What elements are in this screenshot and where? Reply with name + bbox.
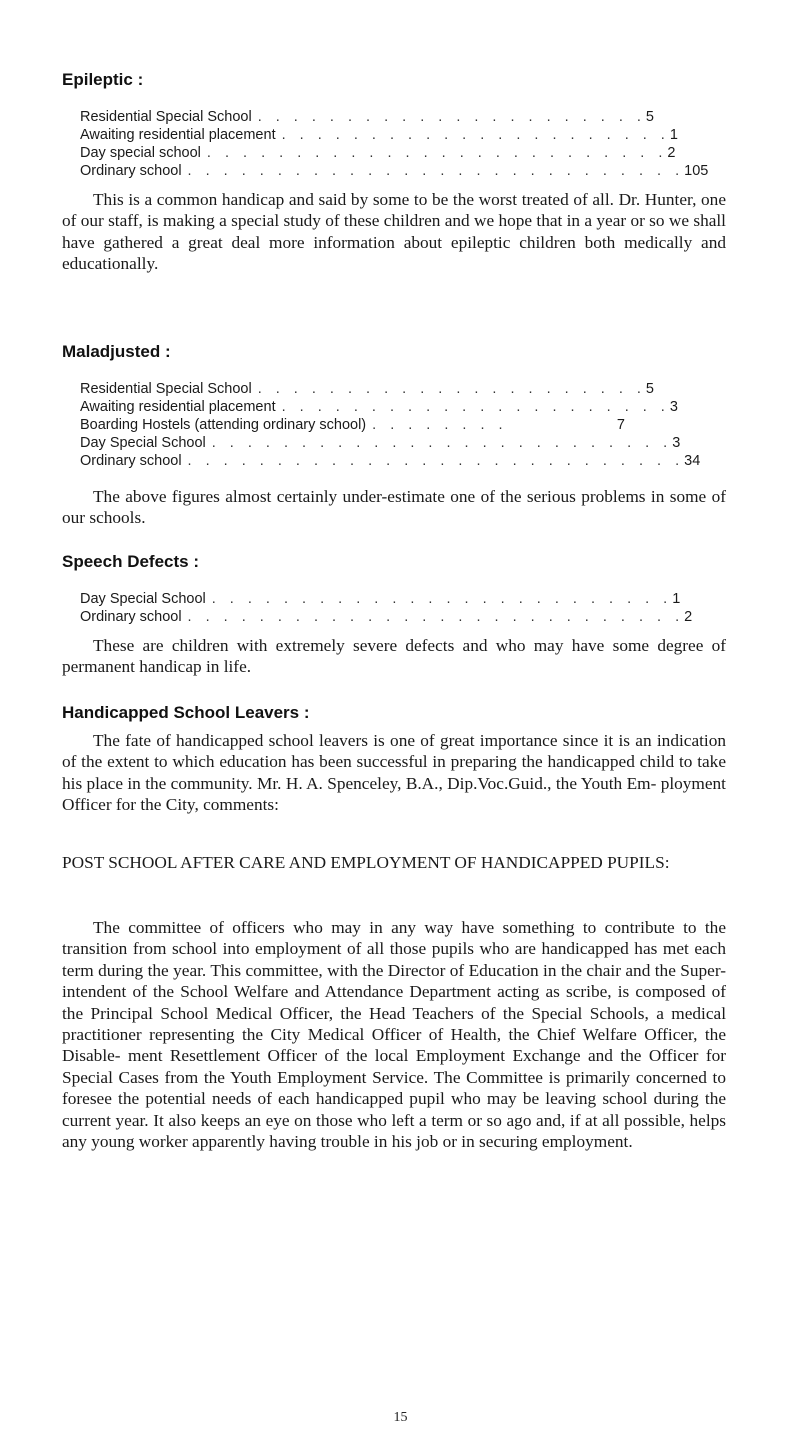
- school-leavers-heading: Handicapped School Leavers :: [62, 703, 310, 722]
- row-label: Boarding Hostels (attending ordinary school): [80, 417, 367, 433]
- table-row: [80, 452, 701, 470]
- leader-dots: . . . . . . . .: [372, 417, 508, 433]
- leader-dots: . . . . . . . . . . . . . . . . . . . . . . . . . .: [211, 591, 673, 607]
- epileptic-table: [80, 108, 709, 180]
- table-row: [80, 380, 654, 398]
- row-value: 3: [672, 435, 681, 451]
- table-row: [80, 126, 678, 144]
- table-row: [80, 434, 681, 452]
- row-label: Residential Special School: [80, 381, 252, 397]
- row-value: 5: [645, 109, 654, 125]
- row-value: 2: [667, 145, 676, 161]
- row-label: Day Special School: [80, 591, 206, 607]
- row-value: 105: [684, 163, 709, 179]
- row-label: Awaiting residential placement: [80, 399, 276, 415]
- post-school-paragraph: The committee of officers who may in any way have something to contribute to the transition from school into employment of all those pupils who are handicapped has met each term during the year. This committee, with the Director of Education in the chair and the Super- intendent of the School Welfare and Attendance Department acting as scribe, is composed of the Principal School Medical Officer, the Head Teachers of the Special Schools, a medical practitioner representing the City Medical Officer of Health, the Chief Welfare Officer, the Disable- ment Resettlement Officer of the local Employment Exchange and the Officer for Special Cases from the Youth Employment Service. The Committee is primarily concerned to foresee the potential needs of each handicapped pupil who may be leaving school during the current year. It also keeps an eye on those who left a term or so ago and, if at all possible, helps any young worker apparently having trouble in his job or in securing employment.: [62, 918, 726, 1152]
- leader-dots: . . . . . . . . . . . . . . . . . . . . . . . . . .: [211, 435, 673, 451]
- table-row: [80, 144, 676, 162]
- table-row: [80, 590, 681, 608]
- school-leavers-paragraph: The fate of handicapped school leavers is one of great importance since it is an indication of the extent to which education has been successful in preparing the handicapped child to take his place in the community. Mr. H. A. Spenceley, B.A., Dip.Voc.Guid., the Youth Em- ployment Officer for the City, comments:: [62, 731, 726, 815]
- speech-defects-heading: Speech Defects :: [62, 552, 199, 571]
- table-row: [80, 398, 678, 416]
- row-value: 34: [684, 453, 701, 469]
- table-row: [80, 162, 709, 180]
- leader-dots: . . . . . . . . . . . . . . . . . . . . . .: [257, 381, 646, 397]
- table-row: [80, 416, 625, 434]
- speech-defects-table: [80, 590, 693, 626]
- row-value: 2: [684, 609, 693, 625]
- row-label: Awaiting residential placement: [80, 127, 276, 143]
- row-value: 1: [672, 591, 681, 607]
- row-label: Ordinary school: [80, 453, 182, 469]
- table-row: [80, 608, 693, 626]
- row-label: Ordinary school: [80, 609, 182, 625]
- page-number: 15: [393, 1410, 408, 1425]
- row-value: 7: [616, 417, 625, 433]
- table-row: [80, 108, 654, 126]
- epileptic-heading: Epileptic :: [62, 70, 144, 89]
- leader-dots: . . . . . . . . . . . . . . . . . . . . . .: [281, 127, 670, 143]
- row-label: Ordinary school: [80, 163, 182, 179]
- row-label: Residential Special School: [80, 109, 252, 125]
- row-label: Day special school: [80, 145, 201, 161]
- maladjusted-paragraph: The above figures almost certainly under-estimate one of the serious problems in some of our schools.: [62, 487, 726, 528]
- row-value: 1: [669, 127, 678, 143]
- speech-defects-paragraph: These are children with extremely severe defects and who may have some degree of permanent handicap in life.: [62, 636, 726, 677]
- row-value: 5: [645, 381, 654, 397]
- leader-dots: . . . . . . . . . . . . . . . . . . . . . . . . . . . .: [187, 609, 685, 625]
- leader-dots: . . . . . . . . . . . . . . . . . . . . . .: [281, 399, 670, 415]
- row-label: Day Special School: [80, 435, 206, 451]
- row-value: 3: [669, 399, 678, 415]
- maladjusted-heading: Maladjusted :: [62, 342, 171, 361]
- epileptic-paragraph: This is a common handicap and said by some to be the worst treated of all. Dr. Hunter, one of our staff, is making a special study of these children and we hope that in a year or so we shall have gathered a great deal more information about epileptic children both medically and educationally.: [62, 190, 726, 274]
- maladjusted-table: [80, 380, 701, 470]
- post-school-heading: POST SCHOOL AFTER CARE AND EMPLOYMENT OF HANDICAPPED PUPILS:: [62, 853, 670, 872]
- leader-dots: . . . . . . . . . . . . . . . . . . . . . . . . . .: [206, 145, 668, 161]
- leader-dots: . . . . . . . . . . . . . . . . . . . . . . . . . . . .: [187, 453, 685, 469]
- leader-dots: . . . . . . . . . . . . . . . . . . . . . .: [257, 109, 646, 125]
- leader-dots: . . . . . . . . . . . . . . . . . . . . . . . . . . . .: [187, 163, 685, 179]
